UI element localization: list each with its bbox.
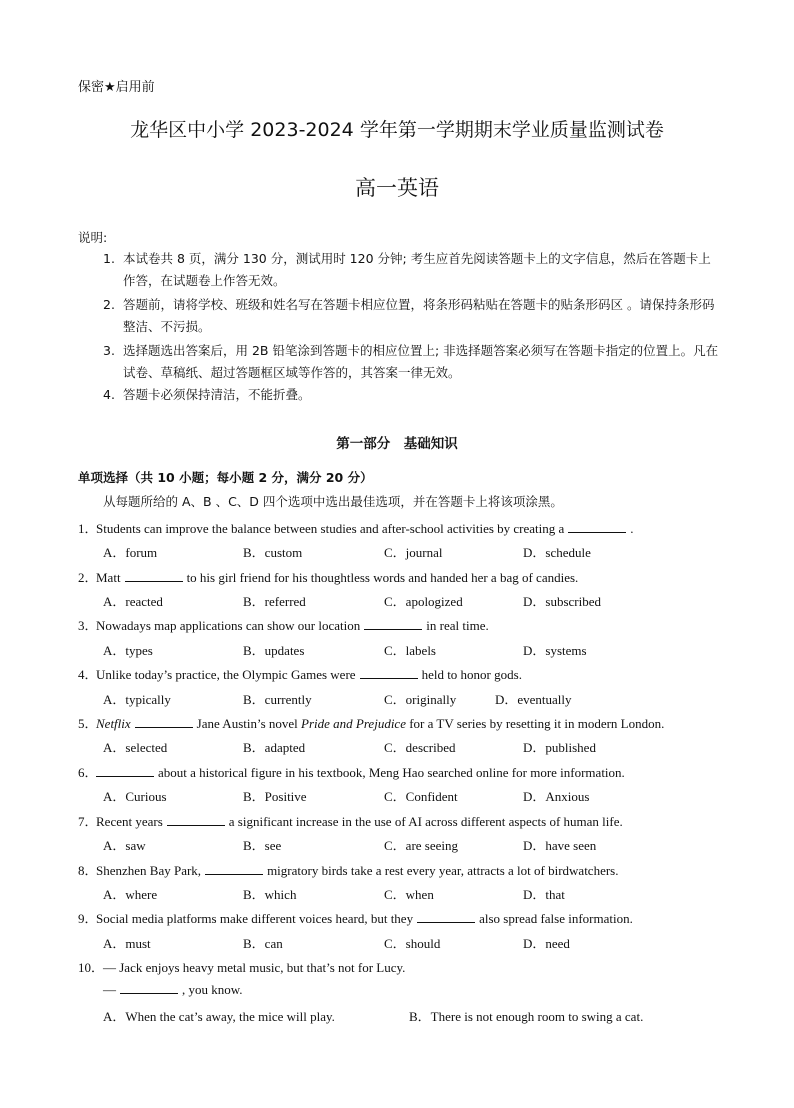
- question-number: 8．: [78, 863, 98, 878]
- question-text: — Jack enjoys heavy metal music, but that’s not for Lucy.: [103, 960, 406, 975]
- note-number: 2.: [103, 297, 115, 312]
- question-text: about a historical figure in his textbook, Meng Hao searched online for more information.: [158, 765, 625, 780]
- question-text: Students can improve the balance between studies and after-school activities by creating a: [96, 521, 565, 536]
- dialogue-dash: —: [103, 982, 116, 997]
- note-item: [103, 340, 723, 384]
- question-text: in real time.: [426, 618, 489, 633]
- options-row: [103, 640, 703, 658]
- question-text: , you know.: [182, 982, 243, 997]
- question-number: 9．: [78, 911, 98, 926]
- option-a[interactable]: A．forum: [103, 545, 158, 560]
- question-number: 6．: [78, 765, 98, 780]
- question-9: [78, 908, 633, 927]
- option-a[interactable]: A．Curious: [103, 789, 167, 804]
- note-item: [103, 384, 723, 406]
- option-a[interactable]: A．must: [103, 936, 151, 951]
- options-row: [103, 737, 703, 755]
- option-b[interactable]: B．can: [243, 936, 283, 951]
- question-5: [78, 713, 664, 732]
- option-d[interactable]: D．Anxious: [523, 789, 590, 804]
- option-d[interactable]: D．schedule: [523, 545, 591, 560]
- option-c[interactable]: C．journal: [384, 545, 443, 560]
- option-b[interactable]: B．adapted: [243, 740, 306, 755]
- question-text-italic: Netflix: [96, 716, 131, 731]
- option-a[interactable]: A．types: [103, 643, 153, 658]
- note-text: 答题卡必须保持清洁，不能折叠。: [123, 387, 311, 402]
- question-1: [78, 518, 634, 537]
- option-d[interactable]: D．need: [523, 936, 570, 951]
- section-instruction: 从每题所给的 A、B 、C、D 四个选项中选出最佳选项，并在答题卡上将该项涂黑。: [103, 494, 563, 509]
- option-b[interactable]: B．Positive: [243, 789, 307, 804]
- question-number: 3．: [78, 618, 98, 633]
- question-text: held to honor gods.: [421, 667, 522, 682]
- note-number: 1.: [103, 251, 115, 266]
- answer-blank: [360, 666, 418, 679]
- options-row: [103, 591, 703, 609]
- option-d[interactable]: D．published: [523, 740, 596, 755]
- options-row: [103, 884, 703, 902]
- question-text-italic: Pride and Prejudice: [301, 716, 406, 731]
- options-row: [103, 933, 703, 951]
- confidential-label: 保密★启用前: [78, 80, 155, 95]
- option-b[interactable]: B．see: [243, 838, 282, 853]
- question-text: migratory birds take a rest every year, attracts a lot of birdwatchers.: [267, 863, 619, 878]
- option-c[interactable]: C．labels: [384, 643, 436, 658]
- question-3: [78, 615, 489, 634]
- question-text: Jane Austin’s novel: [196, 716, 298, 731]
- option-b[interactable]: B．referred: [243, 594, 306, 609]
- option-a[interactable]: A．saw: [103, 838, 146, 853]
- option-b[interactable]: B．custom: [243, 545, 303, 560]
- answer-blank: [568, 520, 626, 533]
- note-number: 4.: [103, 387, 115, 402]
- answer-blank: [417, 910, 475, 923]
- question-text: Recent years: [96, 814, 163, 829]
- note-text: 答题前，请将学校、班级和姓名写在答题卡相应位置，将条形码粘贴在答题卡的贴条形码区 。请保持条形码整洁、不污损。: [123, 297, 715, 334]
- option-c[interactable]: C．originally: [384, 692, 457, 707]
- question-10: [78, 957, 405, 976]
- dialogue-line: [103, 981, 243, 998]
- question-text: Nowadays map applications can show our location: [96, 618, 361, 633]
- note-item: [103, 248, 723, 292]
- option-c[interactable]: C．are seeing: [384, 838, 459, 853]
- question-text: Unlike today’s practice, the Olympic Games were: [96, 667, 356, 682]
- answer-blank: [96, 764, 154, 777]
- question-text: Shenzhen Bay Park,: [96, 863, 202, 878]
- question-8: [78, 860, 618, 879]
- option-a[interactable]: A．selected: [103, 740, 168, 755]
- option-c[interactable]: C．when: [384, 887, 434, 902]
- question-text: for a TV series by resetting it in modern London.: [409, 716, 665, 731]
- option-a[interactable]: A．typically: [103, 692, 171, 707]
- option-d[interactable]: D．subscribed: [523, 594, 601, 609]
- question-text: .: [630, 521, 634, 536]
- question-number: 1．: [78, 521, 98, 536]
- exam-title: 龙华区中小学 2023-2024 学年第一学期期末学业质量监测试卷: [130, 119, 664, 141]
- option-b[interactable]: B．currently: [243, 692, 312, 707]
- option-a[interactable]: A．When the cat’s away, the mice will play.: [103, 1009, 335, 1024]
- answer-blank: [120, 981, 178, 994]
- section-heading: 单项选择（共 10 小题；每小题 2 分，满分 20 分）: [78, 470, 373, 485]
- question-text: a significant increase in the use of AI across different aspects of human life.: [228, 814, 623, 829]
- option-c[interactable]: C．Confident: [384, 789, 458, 804]
- option-d[interactable]: D．eventually: [495, 692, 572, 707]
- option-c[interactable]: C．apologized: [384, 594, 463, 609]
- option-a[interactable]: A．where: [103, 887, 158, 902]
- options-row: [103, 786, 703, 804]
- notes-label: 说明:: [78, 230, 108, 245]
- question-6: [78, 762, 625, 781]
- options-row: [103, 1006, 723, 1024]
- subject-title: 高一英语: [355, 176, 439, 200]
- options-row: [103, 835, 703, 853]
- note-number: 3.: [103, 343, 115, 358]
- answer-blank: [125, 569, 183, 582]
- question-text: Matt: [96, 570, 121, 585]
- answer-blank: [135, 715, 193, 728]
- note-text: 本试卷共 8 页，满分 130 分，测试用时 120 分钟; 考生应首先阅读答题卡上的文字信息，然后在答题卡上作答，在试题卷上作答无效。: [123, 251, 711, 288]
- note-item: [103, 294, 723, 338]
- note-text: 选择题选出答案后，用 2B 铅笔涂到答题卡的相应位置上; 非选择题答案必须写在答题卡指定的位置上。凡在试卷、草稿纸、超过答题框区域等作答的，其答案一律无效。: [123, 343, 719, 380]
- option-b[interactable]: B．There is not enough room to swing a cat.: [409, 1009, 644, 1024]
- question-text: Social media platforms make different voices heard, but they: [96, 911, 414, 926]
- question-number: 4．: [78, 667, 98, 682]
- option-d[interactable]: D．have seen: [523, 838, 597, 853]
- options-row: [103, 689, 703, 707]
- question-number: 7．: [78, 814, 98, 829]
- question-number: 10．: [78, 960, 105, 975]
- option-c[interactable]: C．described: [384, 740, 456, 755]
- question-number: 5．: [78, 716, 98, 731]
- option-d[interactable]: D．that: [523, 887, 565, 902]
- answer-blank: [167, 813, 225, 826]
- question-4: [78, 664, 522, 683]
- question-text: to his girl friend for his thoughtless words and handed her a bag of candies.: [186, 570, 579, 585]
- part-title: 第一部分 基础知识: [336, 436, 458, 452]
- option-b[interactable]: B．updates: [243, 643, 305, 658]
- option-d[interactable]: D．systems: [523, 643, 587, 658]
- question-7: [78, 811, 623, 830]
- option-b[interactable]: B．which: [243, 887, 297, 902]
- answer-blank: [364, 617, 422, 630]
- option-a[interactable]: A．reacted: [103, 594, 163, 609]
- options-row: [103, 542, 703, 560]
- question-number: 2．: [78, 570, 98, 585]
- answer-blank: [205, 862, 263, 875]
- question-text: also spread false information.: [479, 911, 633, 926]
- question-2: [78, 567, 578, 586]
- option-c[interactable]: C．should: [384, 936, 441, 951]
